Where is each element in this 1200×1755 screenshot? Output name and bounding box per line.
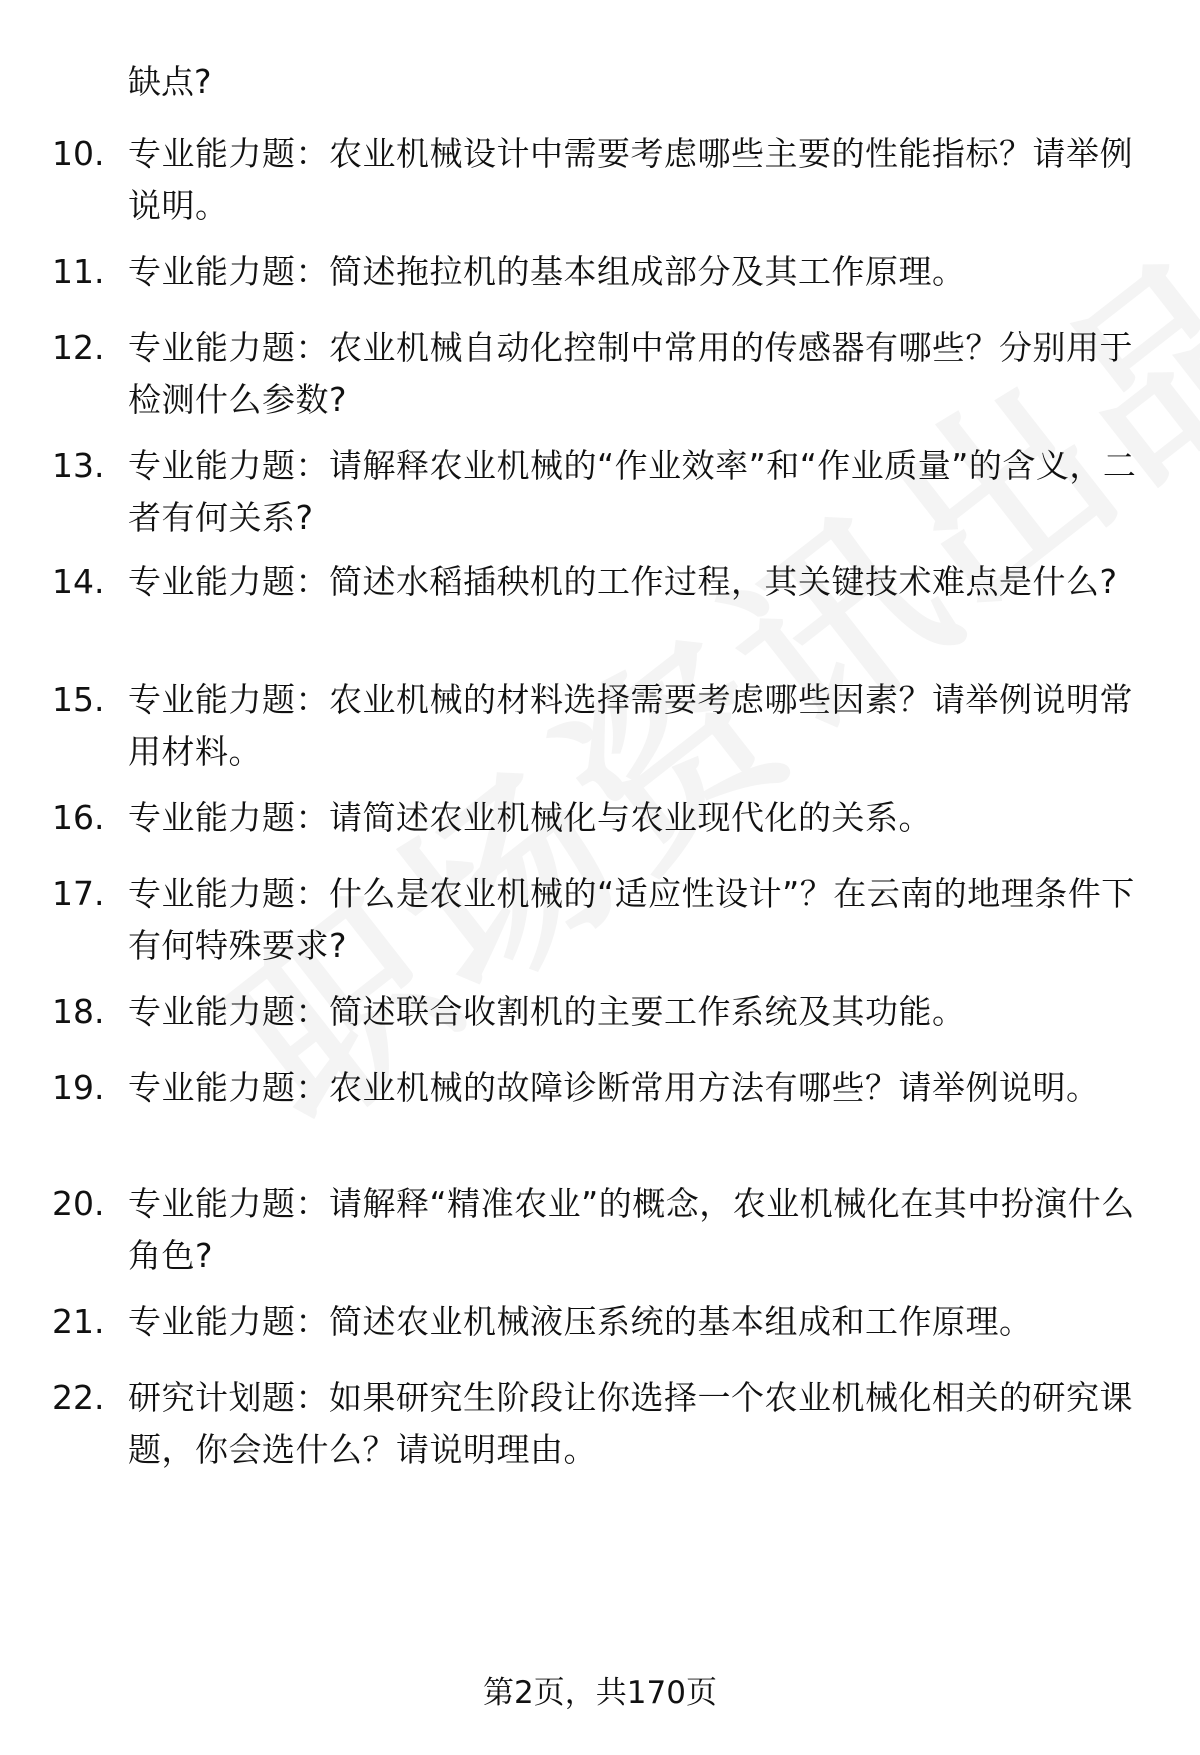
question-text: 专业能力题：农业机械的材料选择需要考虑哪些因素？请举例说明常用材料。 bbox=[128, 680, 1133, 771]
continuation-text: 缺点? bbox=[128, 62, 212, 101]
question-number: 16. bbox=[52, 798, 105, 837]
question-number: 21. bbox=[52, 1302, 105, 1341]
question-number: 10. bbox=[52, 134, 105, 173]
question-number: 13. bbox=[52, 446, 105, 485]
question-text: 专业能力题：简述拖拉机的基本组成部分及其工作原理。 bbox=[128, 252, 966, 291]
question-number: 15. bbox=[52, 680, 105, 719]
question-text: 专业能力题：请简述农业机械化与农业现代化的关系。 bbox=[128, 798, 932, 837]
question-text: 专业能力题：农业机械的故障诊断常用方法有哪些？请举例说明。 bbox=[128, 1068, 1100, 1107]
question-text: 专业能力题：请解释“精准农业”的概念，农业机械化在其中扮演什么角色? bbox=[128, 1184, 1135, 1275]
question-text: 专业能力题：请解释农业机械的“作业效率”和“作业质量”的含义，二者有何关系? bbox=[128, 446, 1137, 537]
question-text: 专业能力题：简述联合收割机的主要工作系统及其功能。 bbox=[128, 992, 966, 1031]
question-text: 专业能力题：农业机械自动化控制中常用的传感器有哪些？分别用于检测什么参数? bbox=[128, 328, 1133, 419]
question-text: 专业能力题：农业机械设计中需要考虑哪些主要的性能指标？请举例说明。 bbox=[128, 134, 1133, 225]
question-number: 12. bbox=[52, 328, 105, 367]
question-text: 专业能力题：什么是农业机械的“适应性设计”？在云南的地理条件下有何特殊要求? bbox=[128, 874, 1135, 965]
question-text: 研究计划题：如果研究生阶段让你选择一个农业机械化相关的研究课题，你会选什么？请说明理由。 bbox=[128, 1378, 1133, 1469]
question-number: 18. bbox=[52, 992, 105, 1031]
question-text: 专业能力题：简述农业机械液压系统的基本组成和工作原理。 bbox=[128, 1302, 1033, 1341]
question-text: 专业能力题：简述水稻插秧机的工作过程，其关键技术难点是什么? bbox=[128, 562, 1118, 601]
question-number: 19. bbox=[52, 1068, 105, 1107]
question-number: 11. bbox=[52, 252, 105, 291]
question-number: 17. bbox=[52, 874, 105, 913]
question-number: 22. bbox=[52, 1378, 105, 1417]
question-number: 20. bbox=[52, 1184, 105, 1223]
question-number: 14. bbox=[52, 562, 105, 601]
page-footer: 第2页，共170页 bbox=[483, 1675, 717, 1711]
